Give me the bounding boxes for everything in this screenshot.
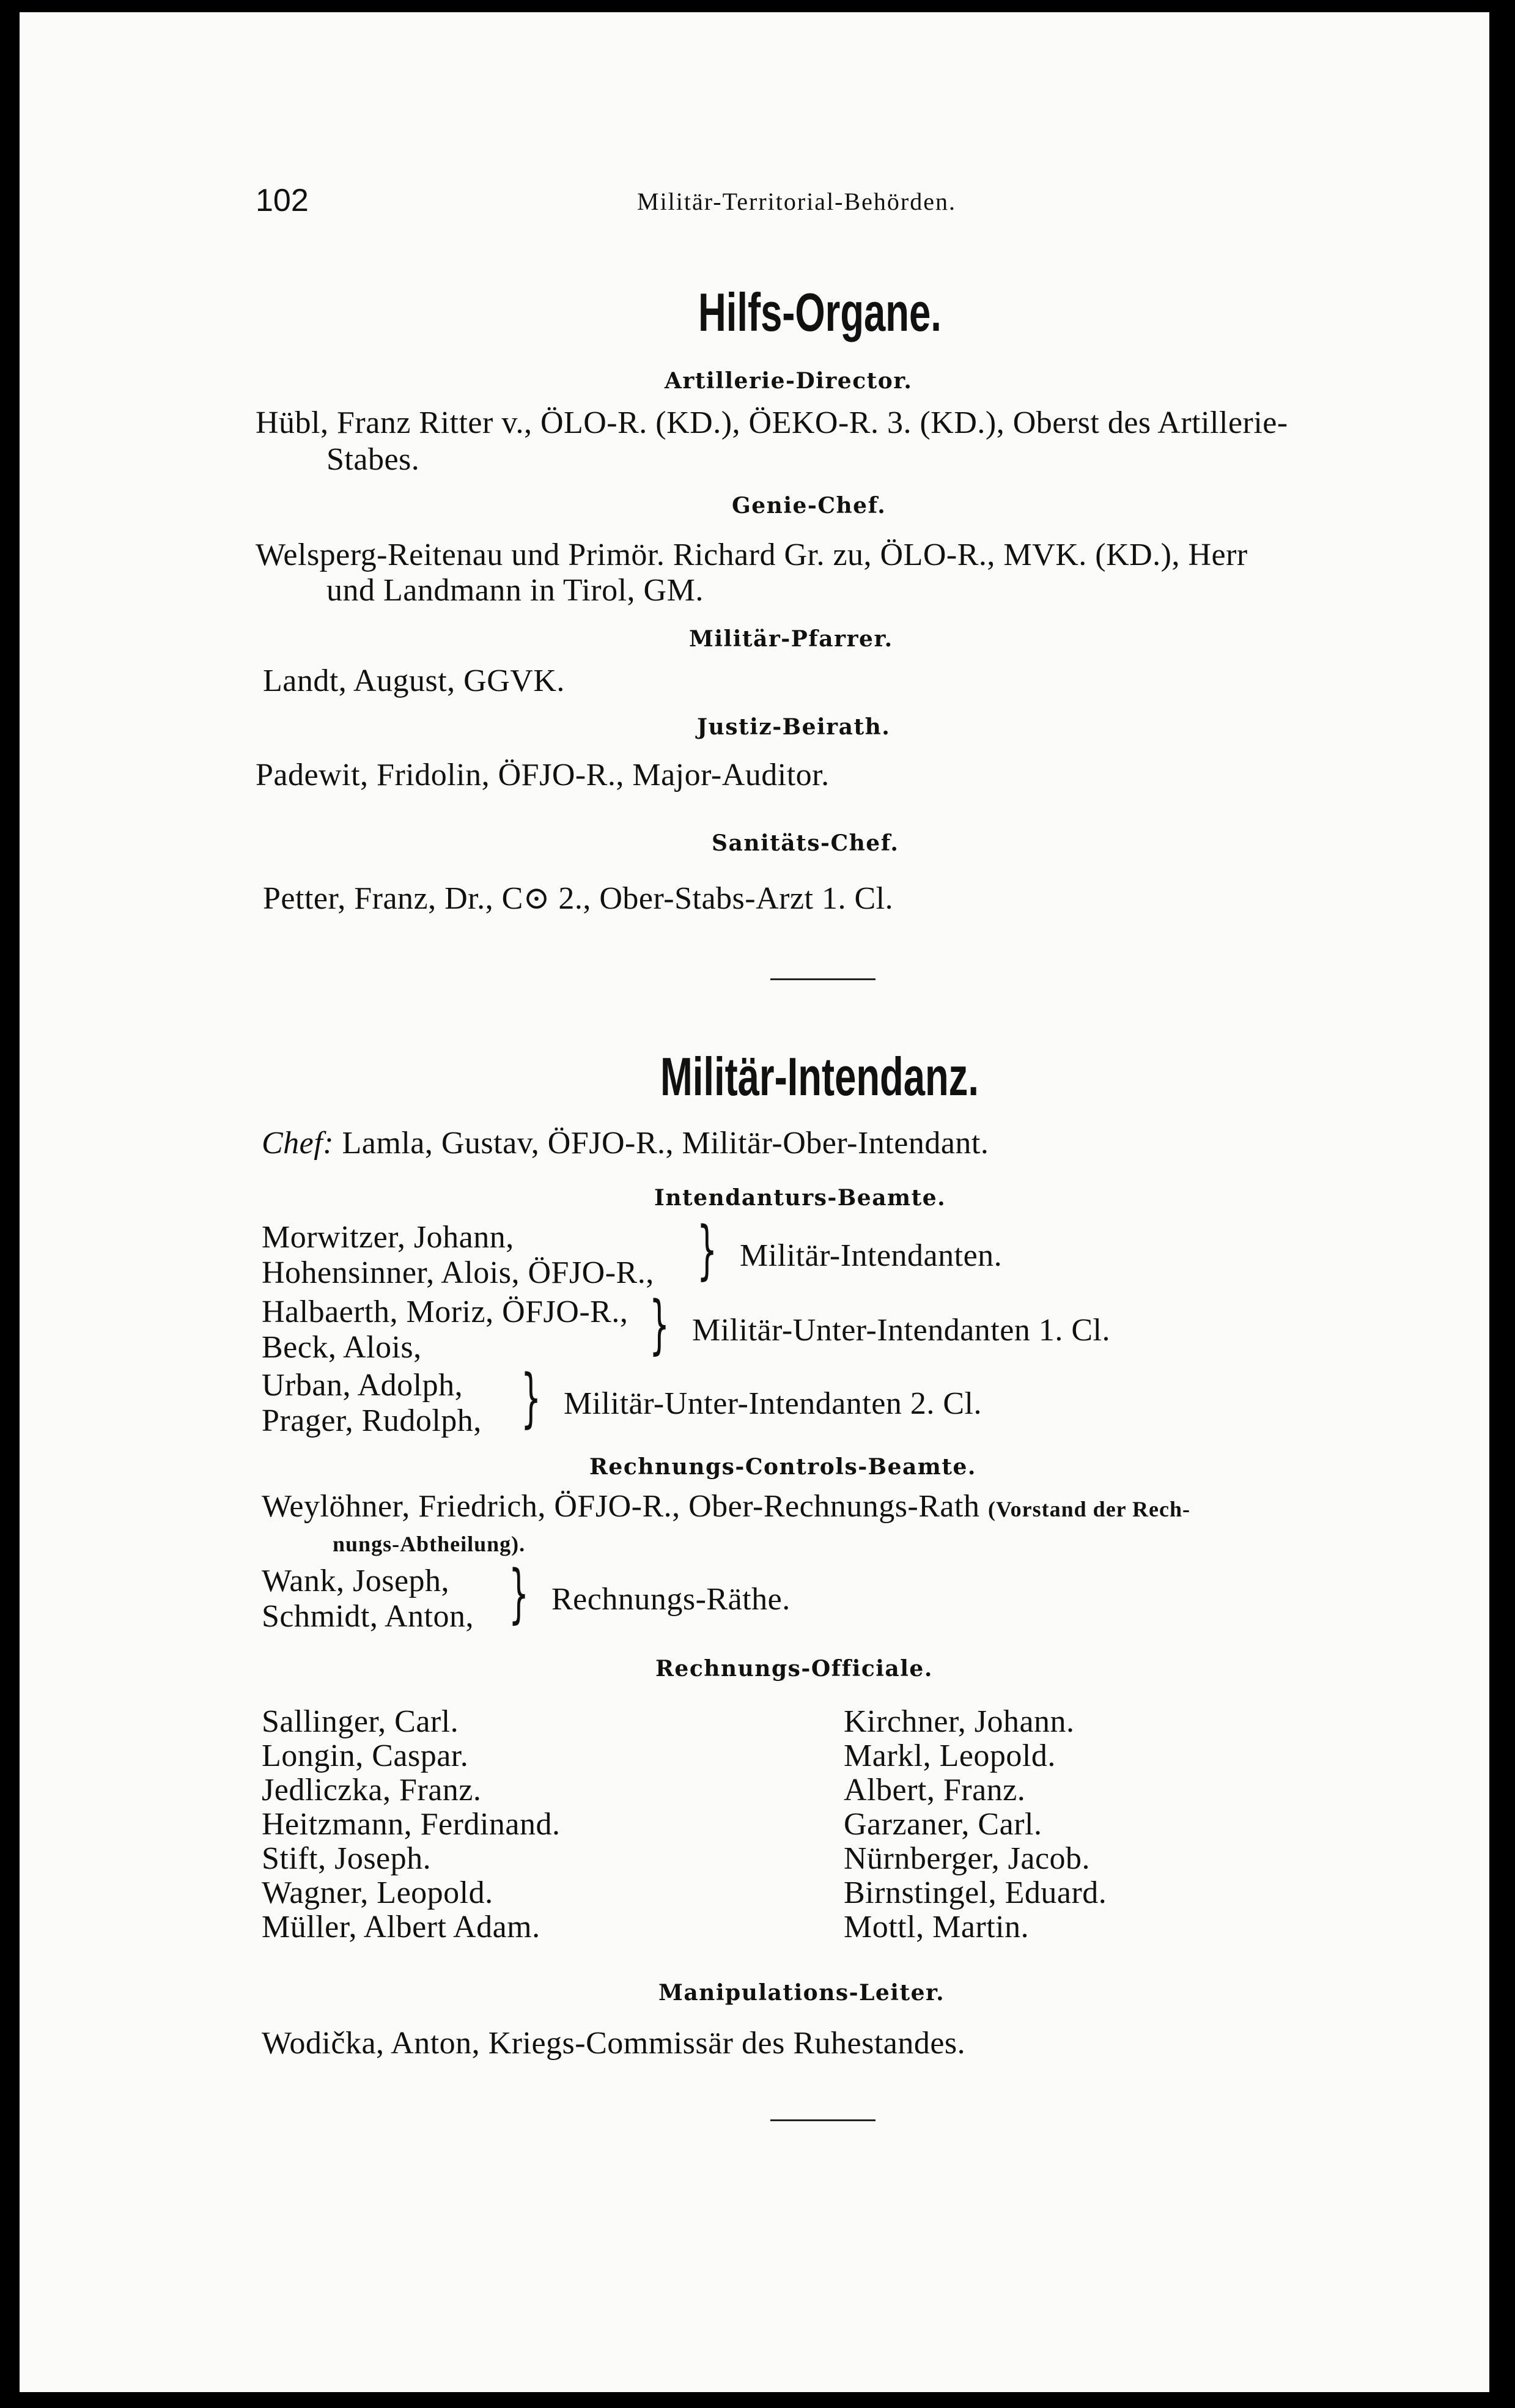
heading-militaer-pfarrer: Militär-Pfarrer. xyxy=(689,626,893,652)
controls-group-name2: Schmidt, Anton, xyxy=(262,1599,474,1634)
heading-justiz-beirath: Justiz-Beirath. xyxy=(697,714,891,740)
entry-artillerie-line2: Stabes. xyxy=(326,442,420,477)
running-title: Militär-Territorial-Behörden. xyxy=(637,188,957,215)
entry-sanitaet: Petter, Franz, Dr., C⊙ 2., Ober-Stabs-Arzt 1. Cl. xyxy=(263,881,894,916)
brace-symbol: } xyxy=(649,1287,670,1362)
heading-artillerie-director: Artillerie-Director. xyxy=(665,368,913,394)
officiale-right-5: Birnstingel, Eduard. xyxy=(844,1875,1107,1910)
officiale-right-6: Mottl, Martin. xyxy=(844,1910,1030,1944)
officiale-right-2: Albert, Franz. xyxy=(844,1773,1026,1808)
beamte-group2-name2: Beck, Alois, xyxy=(262,1330,422,1365)
beamte-group1-name1: Morwitzer, Johann, xyxy=(262,1220,514,1255)
controls-group-role: Rechnungs-Räthe. xyxy=(551,1582,791,1617)
officiale-right-1: Markl, Leopold. xyxy=(844,1738,1056,1773)
heading-rechnungs-officiale: Rechnungs-Officiale. xyxy=(655,1656,933,1682)
controls-line1 xyxy=(262,1491,1190,1523)
heading-intendanturs-beamte: Intendanturs-Beamte. xyxy=(654,1185,946,1211)
beamte-group3-role: Militär-Unter-Intendanten 2. Cl. xyxy=(564,1386,982,1421)
officiale-left-0: Sallinger, Carl. xyxy=(262,1704,459,1739)
beamte-group3-name2: Prager, Rudolph, xyxy=(262,1403,482,1438)
beamte-group2-role: Militär-Unter-Intendanten 1. Cl. xyxy=(692,1313,1110,1348)
officiale-left-5: Wagner, Leopold. xyxy=(262,1875,493,1910)
chef-label: Chef: xyxy=(262,1126,334,1161)
entry-justiz: Padewit, Fridolin, ÖFJO-R., Major-Auditor. xyxy=(256,758,830,792)
officiale-right-0: Kirchner, Johann. xyxy=(844,1704,1075,1739)
entry-genie-line1: Welsperg-Reitenau und Primör. Richard Gr. zu, ÖLO-R., MVK. (KD.), Herr xyxy=(256,537,1248,572)
heading-manipulations-leiter: Manipulations-Leiter. xyxy=(658,1980,945,2006)
officiale-left-4: Stift, Joseph. xyxy=(262,1841,432,1876)
section-title-hilfs-organe: Hilfs-Organe. xyxy=(698,282,942,342)
section-divider xyxy=(770,978,875,980)
officiale-left-6: Müller, Albert Adam. xyxy=(262,1910,540,1944)
controls-line1-text: Weylöhner, Friedrich, ÖFJO-R., Ober-Rechnungs-Rath xyxy=(262,1489,980,1524)
officiale-left-2: Jedliczka, Franz. xyxy=(262,1773,482,1808)
controls-line1-note: (Vorstand der Rech- xyxy=(987,1497,1190,1521)
section-divider xyxy=(770,2119,875,2121)
brace-symbol: } xyxy=(521,1361,542,1435)
beamte-group1-role: Militär-Intendanten. xyxy=(740,1238,1003,1273)
officiale-left-1: Longin, Caspar. xyxy=(262,1738,469,1773)
heading-sanitaets-chef: Sanitäts-Chef. xyxy=(712,830,899,856)
entry-genie-line2: und Landmann in Tirol, GM. xyxy=(326,573,704,608)
heading-rechnungs-controls-beamte: Rechnungs-Controls-Beamte. xyxy=(589,1454,976,1480)
document-page xyxy=(20,12,1489,2392)
beamte-group3-name1: Urban, Adolph, xyxy=(262,1368,463,1403)
controls-line2: nungs-Abtheilung). xyxy=(333,1532,526,1556)
brace-symbol: } xyxy=(697,1213,718,1287)
beamte-group1-name2: Hohensinner, Alois, ÖFJO-R., xyxy=(262,1255,654,1290)
chef-text: Lamla, Gustav, ÖFJO-R., Militär-Ober-Intendant. xyxy=(342,1126,989,1161)
heading-genie-chef: Genie-Chef. xyxy=(732,493,887,519)
chef-line xyxy=(262,1128,989,1159)
page-number: 102 xyxy=(256,183,309,218)
entry-artillerie-line1: Hübl, Franz Ritter v., ÖLO-R. (KD.), ÖEKO-R. 3. (KD.), Oberst des Artillerie- xyxy=(256,405,1288,440)
controls-group-name1: Wank, Joseph, xyxy=(262,1564,450,1598)
brace-symbol: } xyxy=(509,1556,529,1631)
officiale-right-4: Nürnberger, Jacob. xyxy=(844,1841,1091,1876)
section-title-militaer-intendanz: Militär-Intendanz. xyxy=(660,1046,979,1107)
beamte-group2-name1: Halbaerth, Moriz, ÖFJO-R., xyxy=(262,1294,628,1329)
entry-pfarrer: Landt, August, GGVK. xyxy=(263,663,565,698)
officiale-left-3: Heitzmann, Ferdinand. xyxy=(262,1807,561,1842)
entry-manipulation: Wodička, Anton, Kriegs-Commissär des Ruhestandes. xyxy=(262,2026,966,2061)
officiale-right-3: Garzaner, Carl. xyxy=(844,1807,1042,1842)
